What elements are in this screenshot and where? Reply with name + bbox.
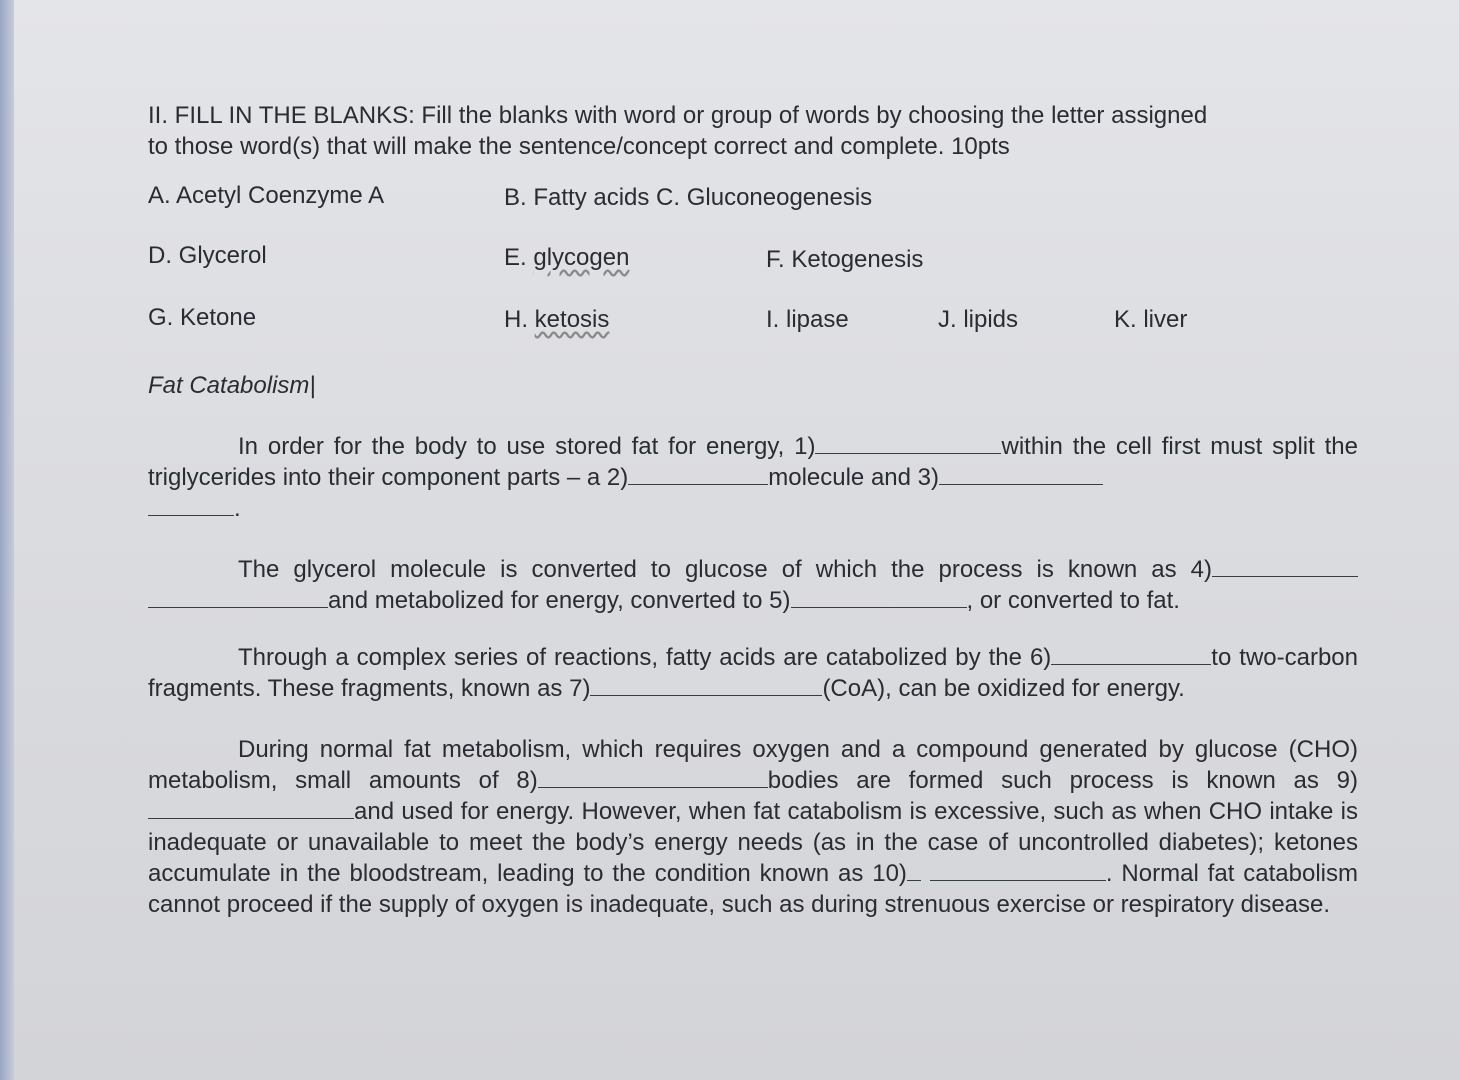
choice-h (504, 304, 609, 335)
blank-4[interactable] (1212, 556, 1358, 577)
choice-d: D. Glycerol (148, 242, 267, 269)
p4-text-3: and used for energy. However, when fat catabolism is excessive, such as when CHO intake is inadequate or unavailable to meet the body’s energy needs (as in the case of uncontrolled diabetes); ketones accumulate in the bloodstream, leading to the condition known as 10) (148, 798, 1358, 887)
choice-a: A. Acetyl Coenzyme A (148, 182, 385, 209)
p4-text-1: During normal fat metabolism, which requires oxygen and a compound generated by glucose (CHO) metabolism, small amounts of 8) (148, 736, 1358, 794)
choice-list (148, 180, 1358, 370)
blank-6[interactable] (1051, 644, 1211, 665)
blank-10[interactable] (907, 860, 921, 881)
paragraph-1 (148, 431, 1358, 524)
choice-g: G. Ketone (148, 304, 257, 331)
p2-text-2: and metabolized for energy, converted to 5) (328, 587, 791, 614)
p1-text-3: molecule and 3) (768, 464, 939, 491)
p1-text-4: . (234, 495, 241, 522)
p1-text-2: within the cell first must split the triglycerides into their component parts – a 2) (148, 433, 1359, 491)
choice-h-word: ketosis (534, 306, 610, 333)
section-title (148, 370, 1358, 401)
choice-k: K. liver (1114, 306, 1188, 333)
p3-text-3: (CoA), can be oxidized for energy. (822, 675, 1185, 702)
instructions-heading (148, 100, 1358, 162)
blank-5[interactable] (791, 587, 967, 608)
blank-3[interactable] (939, 464, 1103, 485)
choice-e (504, 242, 629, 273)
instructions-line-2: to those word(s) that will make the sentence/concept correct and complete. 10pts (148, 133, 1010, 160)
blank-7[interactable] (590, 675, 822, 696)
choice-e-word: glycogen (533, 244, 630, 271)
blank-10-continued[interactable] (930, 860, 1106, 881)
p4-text-4: . Normal fat catabolism cannot proceed if the supply of oxygen is inadequate, such as during strenuous exercise or respiratory disease. (148, 860, 1358, 918)
worksheet (148, 100, 1358, 920)
p1-text-1: In order for the body to use stored fat for energy, 1) (238, 433, 816, 460)
blank-9[interactable] (148, 798, 354, 819)
blank-1[interactable] (815, 433, 1001, 454)
instructions-line-1: II. FILL IN THE BLANKS: Fill the blanks with word or group of words by choosing the letter assigned (148, 102, 1208, 129)
blank-8[interactable] (538, 767, 768, 788)
section-title-text: Fat Catabolism (148, 372, 310, 399)
p2-text-3: , or converted to fat. (966, 587, 1180, 614)
blank-3-continued[interactable] (148, 495, 234, 516)
p2-text-1: The glycerol molecule is converted to glucose of which the process is known as 4) (238, 556, 1212, 583)
choice-i: I. lipase (766, 306, 849, 333)
blank-4-continued[interactable] (148, 587, 328, 608)
paragraph-3 (148, 642, 1358, 704)
paragraph-2 (148, 554, 1358, 616)
choice-j: J. lipids (938, 306, 1019, 333)
monitor-edge (0, 0, 14, 1080)
p3-text-1: Through a complex series of reactions, fatty acids are catabolized by the 6) (238, 644, 1052, 671)
p3-text-2: to two-carbon fragments. These fragments, known as 7) (148, 644, 1358, 702)
choice-h-prefix: H. (504, 306, 535, 333)
choice-b-c: B. Fatty acids C. Gluconeogenesis (504, 184, 873, 211)
choice-e-prefix: E. (504, 244, 534, 271)
text-cursor[interactable]: | (309, 372, 316, 399)
paragraph-4 (148, 734, 1358, 920)
p4-text-2: bodies are formed such process is known as 9) (767, 767, 1358, 794)
choice-f: F. Ketogenesis (766, 246, 924, 273)
blank-2[interactable] (628, 464, 768, 485)
